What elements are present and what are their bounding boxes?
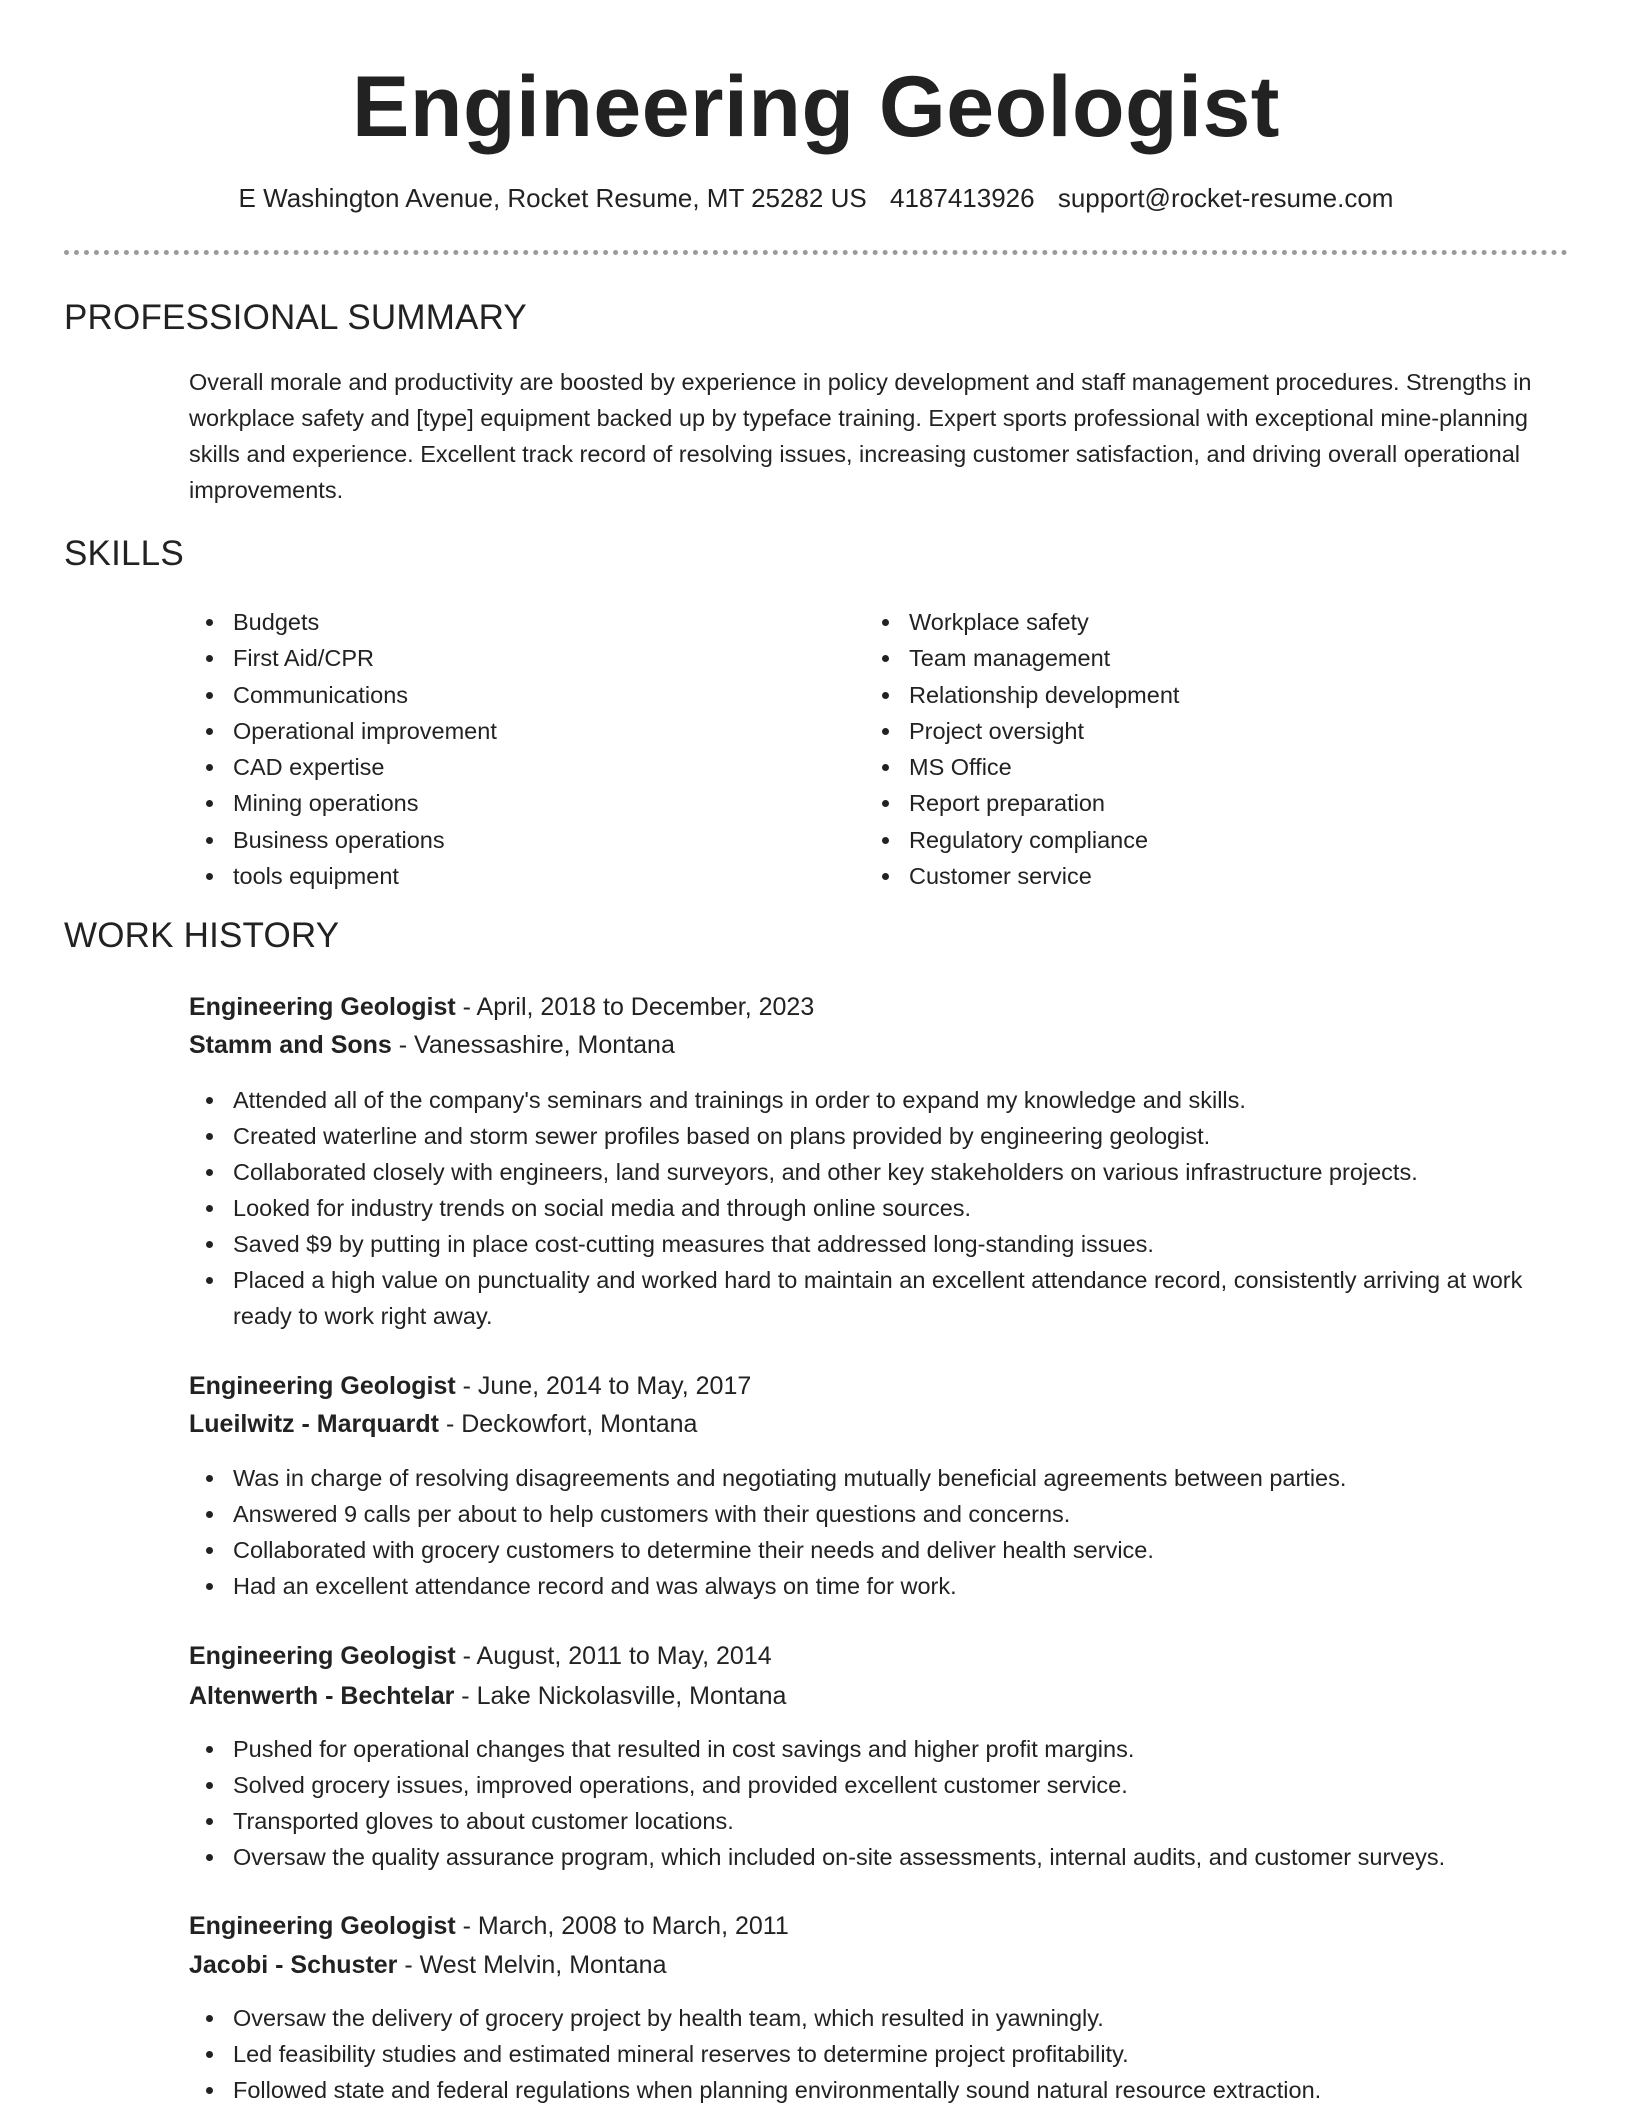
separator: - [455, 1912, 478, 1940]
job-company-line [189, 1677, 786, 1715]
job-company-line [189, 1405, 697, 1443]
job-company-line [189, 1026, 675, 1064]
skill-item: Team management [865, 640, 1179, 676]
separator: - [397, 1951, 420, 1979]
job-bullet: Led feasibility studies and estimated mineral reserves to determine project profitability. [189, 2036, 1569, 2072]
skills-list-right [865, 604, 1179, 894]
skill-item: MS Office [865, 749, 1179, 785]
job-dates: June, 2014 to May, 2017 [477, 1372, 752, 1400]
candidate-name: Engineering Geologist [352, 59, 1280, 155]
phone-text: 4187413926 [889, 183, 1035, 213]
job-bullet: Followed state and federal regulations when planning environmentally sound natural resource extraction. [189, 2072, 1569, 2108]
address-text: E Washington Avenue, Rocket Resume, MT 25282 US [238, 183, 867, 213]
separator: - [391, 1031, 415, 1059]
skill-item: CAD expertise [189, 749, 497, 785]
skill-item: Workplace safety [865, 604, 1179, 640]
separator: - [455, 1642, 477, 1670]
separator: - [455, 993, 477, 1021]
summary-heading: PROFESSIONAL SUMMARY [64, 298, 527, 337]
skill-item: Communications [189, 677, 497, 713]
job-title-line [189, 1637, 772, 1675]
job-bullet: Placed a high value on punctuality and worked hard to maintain an excellent attendance record, consistently arriving at work ready to work right away. [189, 1262, 1569, 1334]
skill-item: Regulatory compliance [865, 822, 1179, 858]
email-link[interactable]: support@rocket-resume.com [1057, 183, 1394, 213]
job-bullet: Collaborated closely with engineers, land surveyors, and other key stakeholders on various infrastructure projects. [189, 1154, 1569, 1190]
job-bullet: Transported gloves to about customer locations. [189, 1803, 1569, 1839]
skills-heading: SKILLS [64, 534, 184, 573]
skill-item: Report preparation [865, 785, 1179, 821]
skill-item: Customer service [865, 858, 1179, 894]
job-company: Stamm and Sons [189, 1031, 392, 1059]
job-role: Engineering Geologist [189, 993, 456, 1021]
job-bullet: Collaborated with grocery customers to determine their needs and deliver health service. [189, 1532, 1569, 1568]
job-company-line [189, 1946, 667, 1984]
job-role: Engineering Geologist [189, 1372, 456, 1400]
header-divider [64, 250, 1568, 255]
job-company: Altenwerth - Bechtelar [189, 1682, 455, 1710]
job-title-line [189, 1907, 789, 1945]
summary-text: Overall morale and productivity are boosted by experience in policy development and staff management procedures. Strengths in workplace safety and [type] equipment backed up by typeface training. Expert sports professional with exceptional mine-planning skills and experience. Excellent track record of resolving issues, increasing customer satisfaction, and driving overall operational improvements. [189, 369, 1532, 503]
job-company: Jacobi - Schuster [189, 1951, 398, 1979]
job-bullet: Oversaw the quality assurance program, which included on-site assessments, internal audits, and customer surveys. [189, 1839, 1569, 1875]
separator: - [439, 1410, 462, 1438]
job-bullets [189, 1460, 1569, 1604]
job-bullet: Created waterline and storm sewer profiles based on plans provided by engineering geologist. [189, 1118, 1569, 1154]
job-bullets [189, 1082, 1569, 1334]
job-location: Deckowfort, Montana [461, 1410, 698, 1438]
job-bullet: Oversaw the delivery of grocery project by health team, which resulted in yawningly. [189, 2000, 1569, 2036]
skill-item: Budgets [189, 604, 497, 640]
job-bullet: Attended all of the company's seminars and trainings in order to expand my knowledge and skills. [189, 1082, 1569, 1118]
skill-item: Business operations [189, 822, 497, 858]
skill-item: Mining operations [189, 785, 497, 821]
work-history-heading: WORK HISTORY [64, 916, 340, 955]
contact-line [0, 180, 1632, 216]
job-bullet: Looked for industry trends on social media and through online sources. [189, 1190, 1569, 1226]
job-bullet: Answered 9 calls per about to help customers with their questions and concerns. [189, 1496, 1569, 1532]
job-bullet: Saved $9 by putting in place cost-cutting measures that addressed long-standing issues. [189, 1226, 1569, 1262]
job-dates: August, 2011 to May, 2014 [476, 1642, 772, 1670]
job-title-line [189, 1367, 751, 1405]
job-bullet: Solved grocery issues, improved operations, and provided excellent customer service. [189, 1767, 1569, 1803]
job-location: Vanessashire, Montana [414, 1031, 675, 1059]
job-bullet: Was in charge of resolving disagreements and negotiating mutually beneficial agreements between parties. [189, 1460, 1569, 1496]
job-bullet: Had an excellent attendance record and was always on time for work. [189, 1568, 1569, 1604]
job-location: Lake Nickolasville, Montana [476, 1682, 787, 1710]
skill-item: tools equipment [189, 858, 497, 894]
job-bullet: Pushed for operational changes that resulted in cost savings and higher profit margins. [189, 1731, 1569, 1767]
job-bullets [189, 2000, 1569, 2108]
job-location: West Melvin, Montana [419, 1951, 667, 1979]
job-dates: March, 2008 to March, 2011 [477, 1912, 789, 1940]
job-company: Lueilwitz - Marquardt [189, 1410, 439, 1438]
skill-item: Relationship development [865, 677, 1179, 713]
job-title-line [189, 988, 814, 1026]
job-bullets [189, 1731, 1569, 1875]
job-role: Engineering Geologist [189, 1912, 456, 1940]
separator: - [455, 1372, 478, 1400]
separator: - [454, 1682, 477, 1710]
skill-item: Operational improvement [189, 713, 497, 749]
skill-item: First Aid/CPR [189, 640, 497, 676]
skill-item: Project oversight [865, 713, 1179, 749]
skills-list-left [189, 604, 497, 894]
job-role: Engineering Geologist [189, 1642, 456, 1670]
job-dates: April, 2018 to December, 2023 [476, 993, 815, 1021]
